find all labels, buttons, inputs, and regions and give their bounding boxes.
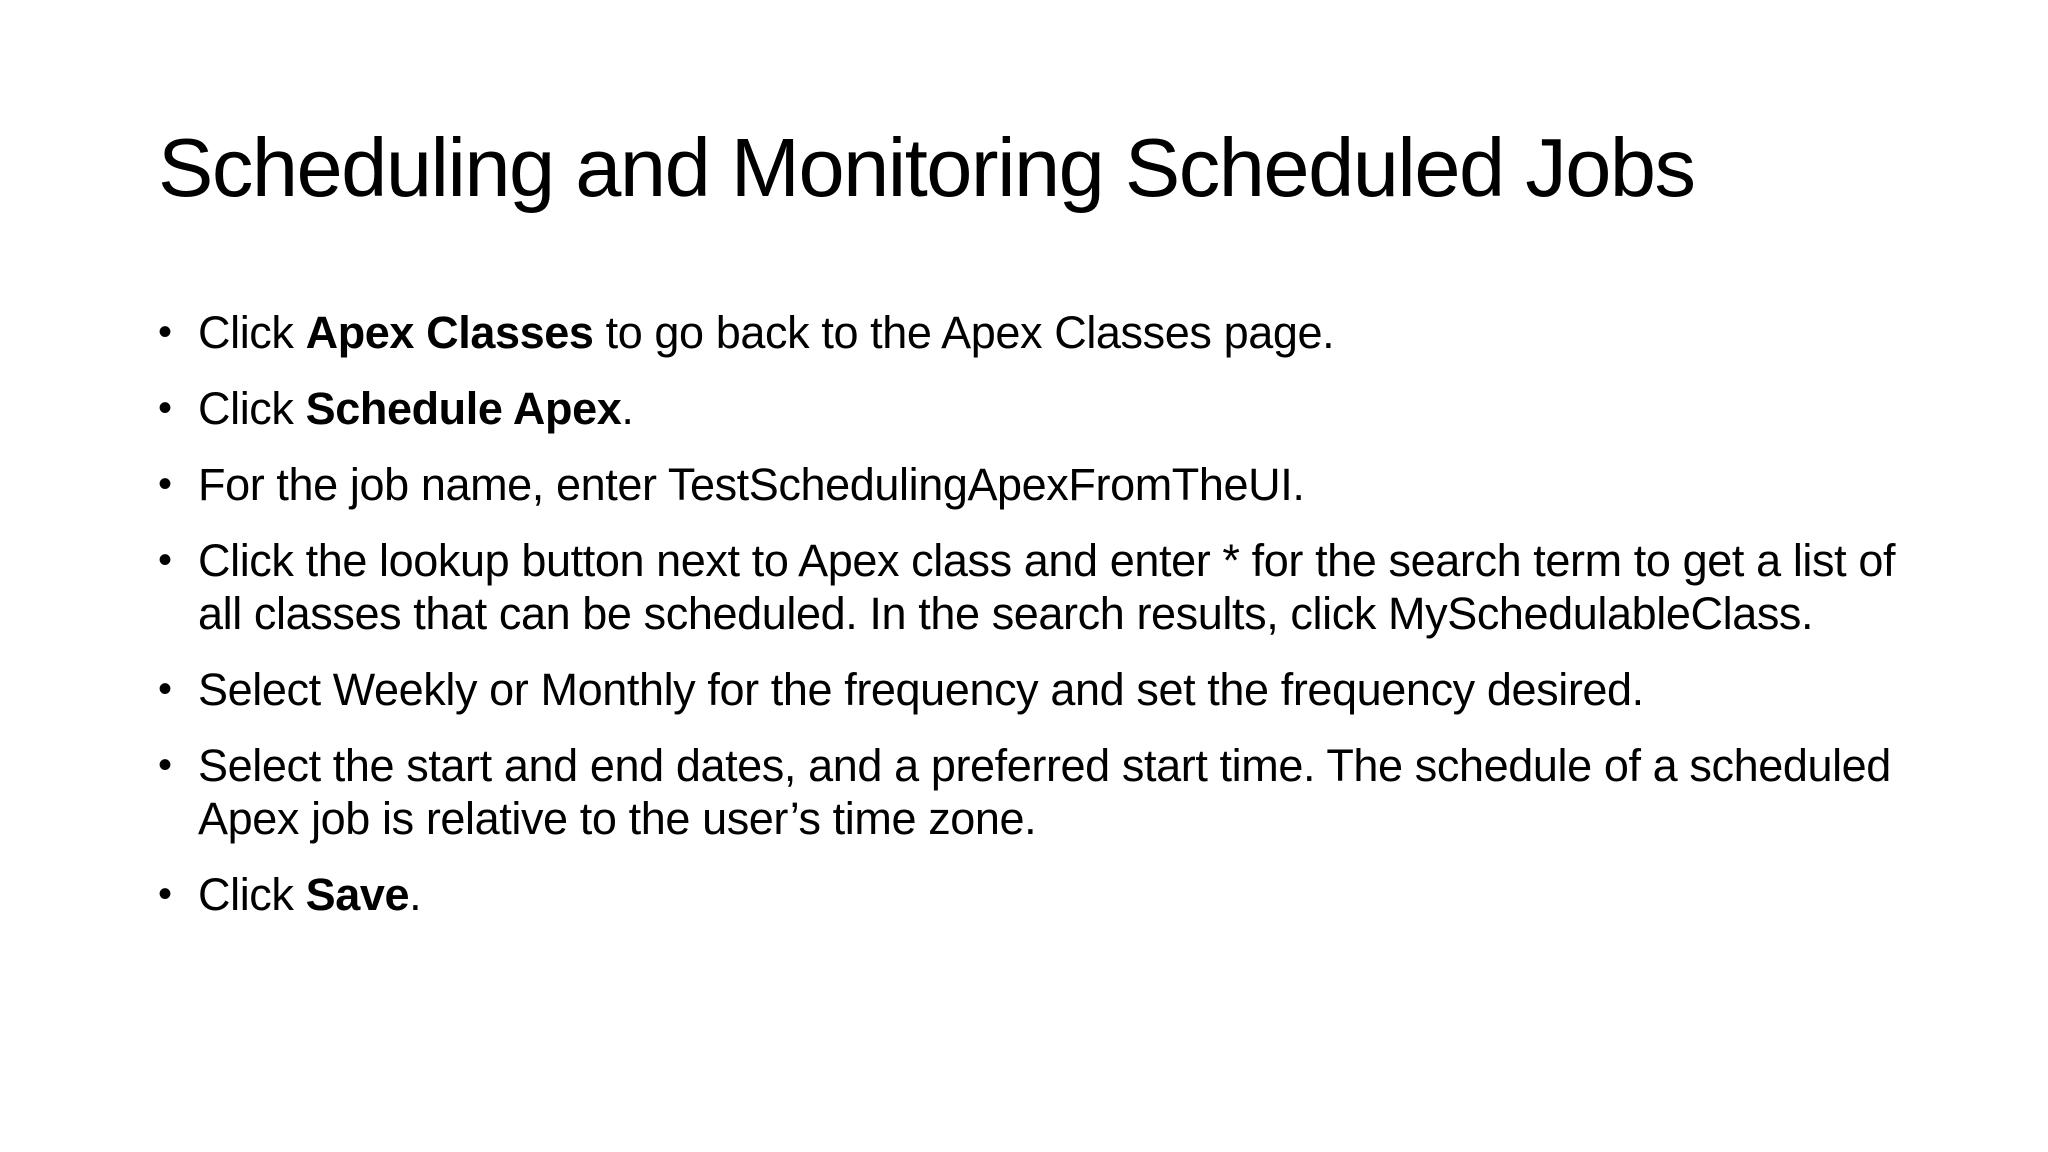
bullet-text-bold: Apex Classes — [305, 307, 594, 358]
bullet-text-before: Click — [198, 869, 306, 920]
bullet-text-before: Click — [198, 383, 306, 434]
bullet-text-bold: Schedule Apex — [305, 383, 622, 434]
bullet-list — [158, 306, 1918, 944]
bullet-text-after: . — [621, 383, 634, 434]
bullet-text-after: . — [409, 869, 422, 920]
bullet-item-schedule-apex — [158, 382, 1918, 435]
bullet-item-lookup — [158, 534, 1918, 640]
bullet-item-save — [158, 868, 1918, 921]
bullet-text-before: Select the start and end dates, and a preferred start time. The schedule of a scheduled Apex job is relative to the user’s time zone. — [198, 740, 1891, 844]
bullet-dot: • — [158, 872, 172, 916]
bullet-dot: • — [158, 743, 172, 787]
bullet-text-after: to go back to the Apex Classes page. — [593, 307, 1335, 358]
bullet-dot: • — [158, 462, 172, 506]
bullet-item-job-name — [158, 458, 1918, 511]
bullet-item-frequency — [158, 663, 1918, 716]
bullet-dot: • — [158, 667, 172, 711]
bullet-dot: • — [158, 386, 172, 430]
bullet-dot: • — [158, 310, 172, 354]
bullet-text-before: Select Weekly or Monthly for the frequency and set the frequency desired. — [198, 664, 1644, 715]
bullet-text-before: Click — [198, 307, 306, 358]
bullet-item-apex-classes — [158, 306, 1918, 359]
bullet-text-before: Click the lookup button next to Apex class and enter * for the search term to get a list of all classes that can be scheduled. In the search results, click MySchedulableClass. — [198, 535, 1896, 639]
bullet-text-before: For the job name, enter TestSchedulingApexFromTheUI. — [198, 459, 1305, 510]
bullet-dot: • — [158, 538, 172, 582]
slide-title: Scheduling and Monitoring Scheduled Jobs — [158, 121, 1695, 214]
bullet-text-bold: Save — [305, 869, 410, 920]
bullet-item-dates — [158, 739, 1918, 845]
